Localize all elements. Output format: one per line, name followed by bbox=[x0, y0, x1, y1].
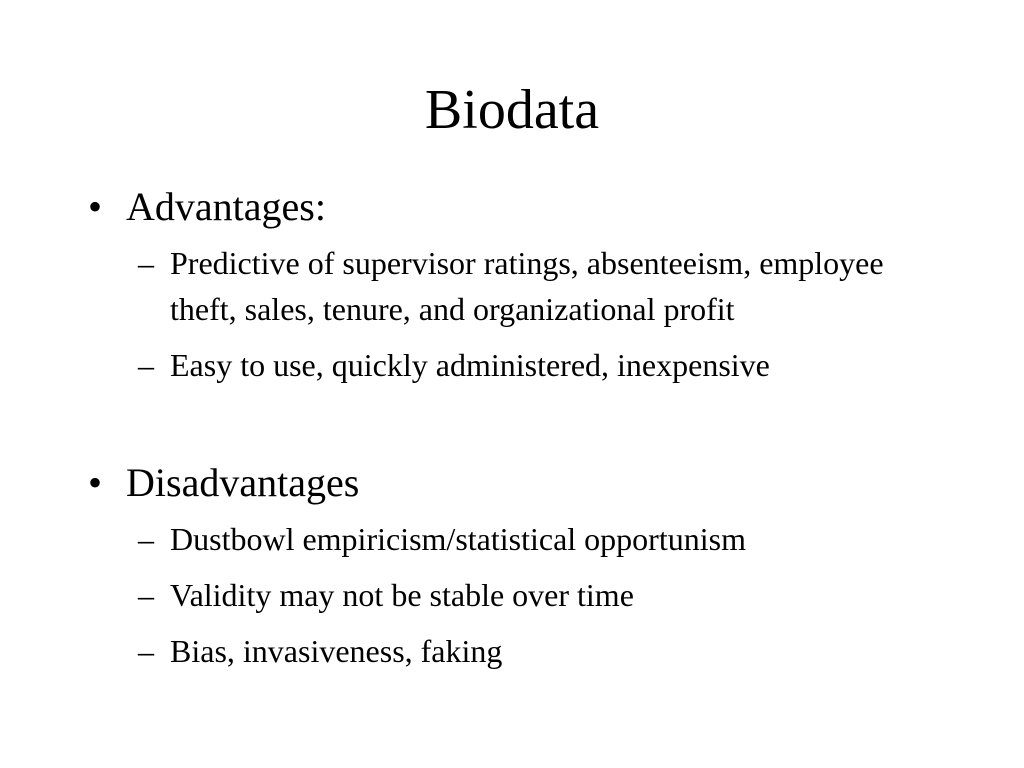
sub-item bbox=[138, 572, 968, 618]
bullet-disadvantages bbox=[88, 457, 968, 509]
bullet-glyph: • bbox=[88, 460, 103, 505]
sub-item-text: Validity may not be stable over time bbox=[170, 577, 634, 613]
dash-glyph: – bbox=[138, 245, 154, 281]
bullet-heading: Advantages: bbox=[126, 184, 326, 229]
sub-item-text: Predictive of supervisor ratings, absenteeism, employee theft, sales, tenure, and organizational profit bbox=[170, 245, 884, 327]
bullet-advantages bbox=[88, 181, 968, 233]
dash-glyph: – bbox=[138, 521, 154, 557]
dash-glyph: – bbox=[138, 347, 154, 383]
dash-glyph: – bbox=[138, 633, 154, 669]
sub-item bbox=[138, 628, 968, 674]
bullet-glyph: • bbox=[88, 184, 103, 229]
sub-item-text: Easy to use, quickly administered, inexpensive bbox=[170, 347, 770, 383]
dash-glyph: – bbox=[138, 577, 154, 613]
sub-list-advantages bbox=[88, 240, 968, 388]
sub-item bbox=[138, 516, 968, 562]
sub-item-text: Dustbowl empiricism/statistical opportunism bbox=[170, 521, 746, 557]
bullet-heading: Disadvantages bbox=[126, 460, 360, 505]
sub-item bbox=[138, 240, 968, 332]
section-advantages bbox=[88, 181, 968, 398]
section-disadvantages bbox=[88, 457, 968, 684]
sub-item-text: Bias, invasiveness, faking bbox=[170, 633, 503, 669]
sub-item bbox=[138, 342, 968, 388]
sub-list-disadvantages bbox=[88, 516, 968, 674]
slide-title: Biodata bbox=[424, 79, 600, 141]
